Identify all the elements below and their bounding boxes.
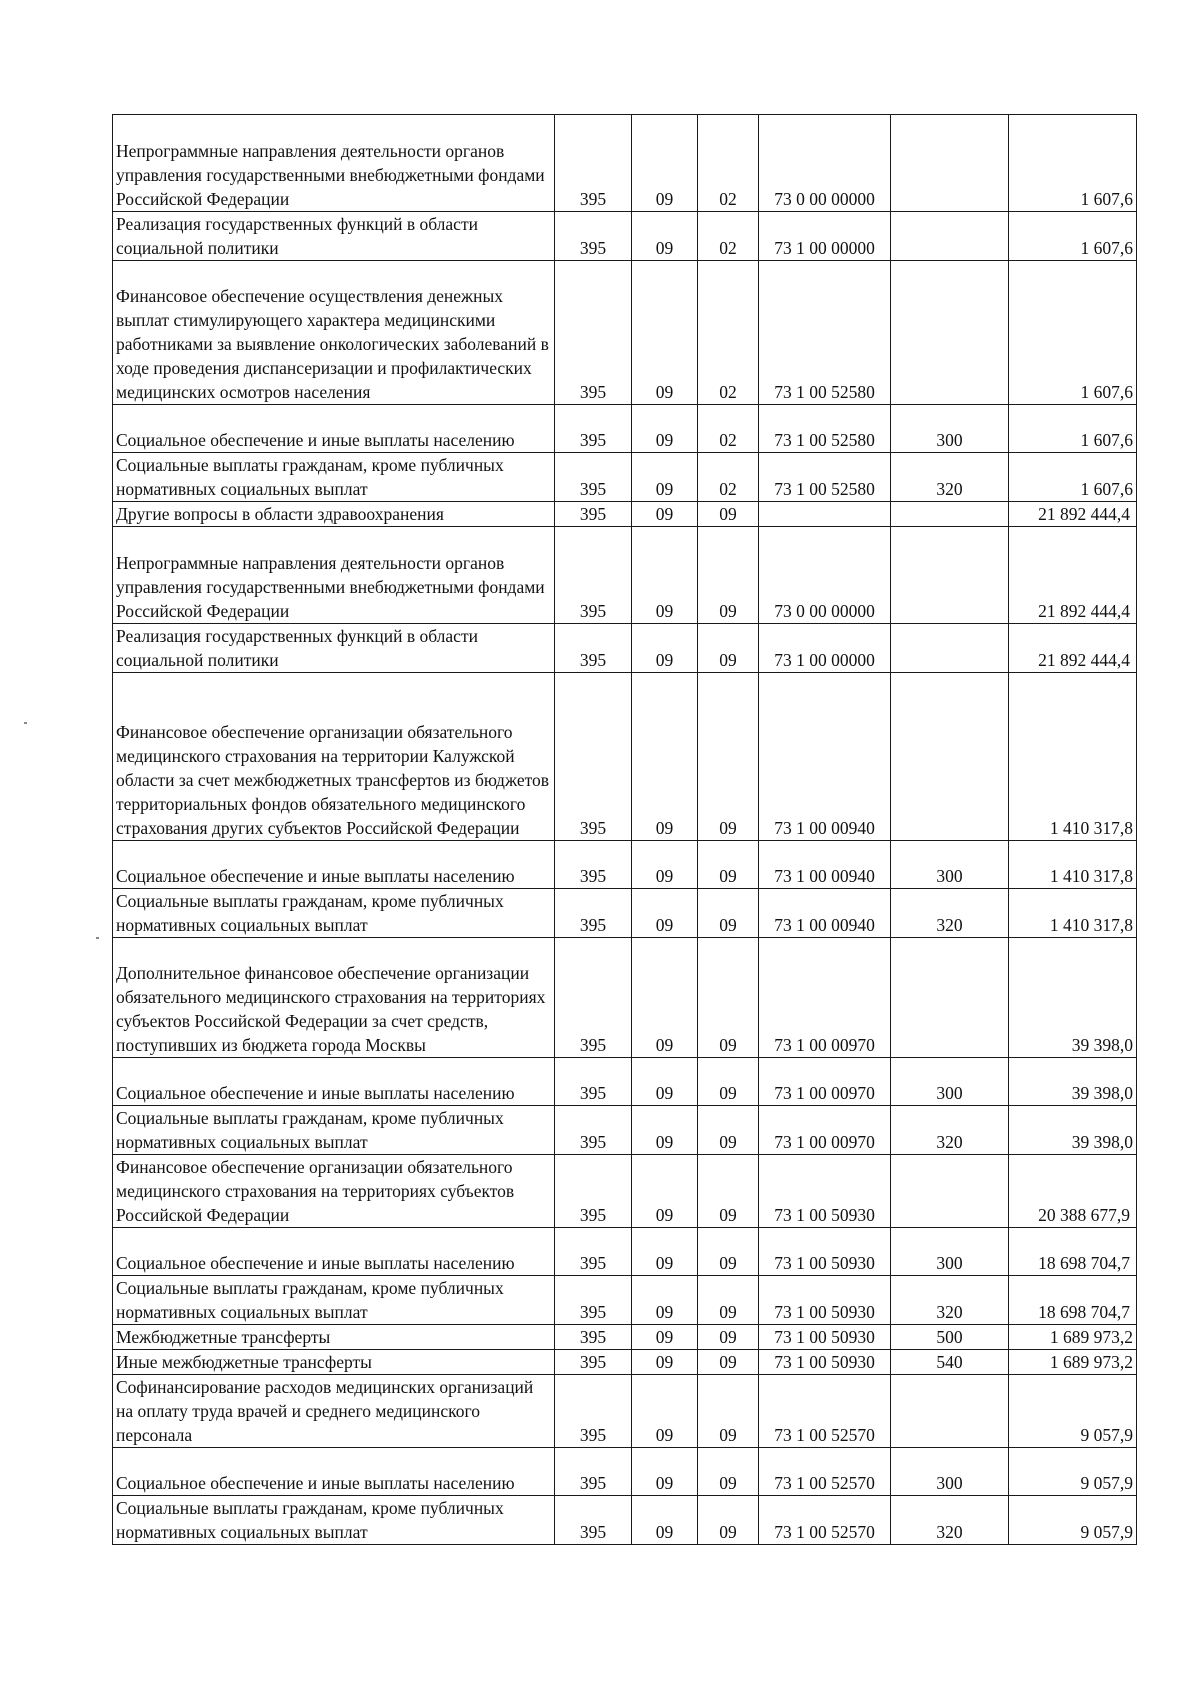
table-row: [113, 1106, 1137, 1155]
row-sum: 9 057,9: [1009, 1375, 1137, 1448]
row-name: Финансовое обеспечение организации обязательного медицинского страхования на территории Калужской области за счет межбюджетных трансфертов из бюджетов территориальных фондов обязательного медицинского страхования других субъектов Российской Федерации: [113, 673, 555, 841]
row-gr: 395: [555, 1155, 632, 1228]
row-vr: 500: [891, 1325, 1009, 1350]
row-gr: 395: [555, 261, 632, 405]
row-sum: 1 410 317,8: [1009, 673, 1137, 841]
table-row: [113, 673, 1137, 841]
row-gr: 395: [555, 1350, 632, 1375]
row-rz: 09: [632, 1325, 698, 1350]
row-name: Социальные выплаты гражданам, кроме публичных нормативных социальных выплат: [113, 1106, 555, 1155]
row-csr: 73 1 00 52570: [759, 1448, 891, 1496]
row-sum: 39 398,0: [1009, 1106, 1137, 1155]
row-pr: 09: [698, 1106, 759, 1155]
row-vr: 540: [891, 1350, 1009, 1375]
row-gr: 395: [555, 1276, 632, 1325]
row-rz: 09: [632, 673, 698, 841]
row-pr: 02: [698, 212, 759, 261]
table-row: [113, 453, 1137, 502]
row-name-text: Непрограммные направления деятельности органов управления государственными внебюджетными фондами Российской Федерации: [116, 141, 545, 209]
row-csr: 73 0 00 00000: [759, 527, 891, 624]
row-pr: 09: [698, 1228, 759, 1276]
row-name: Социальное обеспечение и иные выплаты населению: [113, 1228, 555, 1276]
row-pr: 09: [698, 624, 759, 673]
budget-table: [112, 114, 1137, 1545]
row-csr: 73 1 00 52580: [759, 261, 891, 405]
table-row: [113, 1228, 1137, 1276]
row-rz: 09: [632, 212, 698, 261]
row-pr: 09: [698, 841, 759, 889]
row-sum: 1 607,6: [1009, 261, 1137, 405]
row-pr: 09: [698, 1350, 759, 1375]
row-pr: 09: [698, 1155, 759, 1228]
row-csr: 73 1 00 00970: [759, 938, 891, 1058]
row-sum: 39 398,0: [1009, 938, 1137, 1058]
row-rz: 09: [632, 1448, 698, 1496]
row-name: Межбюджетные трансферты: [113, 1325, 555, 1350]
row-gr: 395: [555, 1375, 632, 1448]
row-gr: 395: [555, 1496, 632, 1545]
row-csr: 73 1 00 52570: [759, 1496, 891, 1545]
row-vr: [891, 938, 1009, 1058]
table-row: [113, 1496, 1137, 1545]
budget-sheet: [112, 114, 1137, 1545]
row-gr: 395: [555, 624, 632, 673]
row-name: Иные межбюджетные трансферты: [113, 1350, 555, 1375]
row-name: Социальные выплаты гражданам, кроме публичных нормативных социальных выплат: [113, 1276, 555, 1325]
row-gr: 395: [555, 453, 632, 502]
row-csr: 73 1 00 00970: [759, 1106, 891, 1155]
row-sum: 1 607,6: [1009, 453, 1137, 502]
row-name: Социальное обеспечение и иные выплаты населению: [113, 841, 555, 889]
row-vr: [891, 1375, 1009, 1448]
row-rz: 09: [632, 405, 698, 453]
table-row: [113, 1276, 1137, 1325]
row-pr: 09: [698, 1375, 759, 1448]
table-row: [113, 1350, 1137, 1375]
row-vr: 320: [891, 889, 1009, 938]
row-name: Социальные выплаты гражданам, кроме публичных нормативных социальных выплат: [113, 889, 555, 938]
row-name: Социальные выплаты гражданам, кроме публичных нормативных социальных выплат: [113, 453, 555, 502]
row-gr: 395: [555, 1228, 632, 1276]
row-sum: 39 398,0: [1009, 1058, 1137, 1106]
row-pr: 02: [698, 115, 759, 212]
scan-speck: [96, 937, 99, 939]
row-gr: 395: [555, 841, 632, 889]
row-sum: 1 410 317,8: [1009, 841, 1137, 889]
table-row: [113, 624, 1137, 673]
row-sum: 9 057,9: [1009, 1448, 1137, 1496]
row-gr: 395: [555, 938, 632, 1058]
row-csr: 73 0 00 00000: [759, 115, 891, 212]
row-vr: [891, 115, 1009, 212]
table-row: [113, 1375, 1137, 1448]
row-vr: 300: [891, 1448, 1009, 1496]
row-csr: 73 1 00 00000: [759, 212, 891, 261]
table-row: [113, 1155, 1137, 1228]
row-pr: 09: [698, 527, 759, 624]
row-pr: 02: [698, 261, 759, 405]
row-pr: 09: [698, 889, 759, 938]
row-sum: 1 689 973,2: [1009, 1350, 1137, 1375]
table-row: [113, 527, 1137, 624]
row-csr: 73 1 00 50930: [759, 1228, 891, 1276]
row-rz: 09: [632, 527, 698, 624]
row-csr: 73 1 00 50930: [759, 1155, 891, 1228]
row-rz: 09: [632, 115, 698, 212]
row-sum: 9 057,9: [1009, 1496, 1137, 1545]
row-rz: 09: [632, 502, 698, 527]
table-row: [113, 1448, 1137, 1496]
row-pr: 09: [698, 1448, 759, 1496]
row-rz: 09: [632, 841, 698, 889]
row-vr: 320: [891, 1276, 1009, 1325]
row-rz: 09: [632, 1375, 698, 1448]
row-gr: 395: [555, 527, 632, 624]
row-gr: 395: [555, 889, 632, 938]
row-gr: 395: [555, 502, 632, 527]
table-row: [113, 261, 1137, 405]
row-pr: 09: [698, 1276, 759, 1325]
row-sum: 21 892 444,4: [1009, 502, 1137, 527]
table-row: [113, 405, 1137, 453]
row-pr: 09: [698, 502, 759, 527]
row-vr: 320: [891, 453, 1009, 502]
row-rz: 09: [632, 453, 698, 502]
row-csr: 73 1 00 00940: [759, 841, 891, 889]
row-pr: 09: [698, 673, 759, 841]
row-gr: 395: [555, 1106, 632, 1155]
row-csr: 73 1 00 52570: [759, 1375, 891, 1448]
row-sum: 1 410 317,8: [1009, 889, 1137, 938]
row-rz: 09: [632, 1276, 698, 1325]
row-vr: 300: [891, 841, 1009, 889]
row-vr: [891, 624, 1009, 673]
row-name: Другие вопросы в области здравоохранения: [113, 502, 555, 527]
row-rz: 09: [632, 1228, 698, 1276]
row-name: Реализация государственных функций в области социальной политики: [113, 212, 555, 261]
row-csr: 73 1 00 00970: [759, 1058, 891, 1106]
row-rz: 09: [632, 889, 698, 938]
table-row: [113, 938, 1137, 1058]
row-csr: 73 1 00 00940: [759, 889, 891, 938]
table-row: [113, 841, 1137, 889]
row-rz: 09: [632, 1350, 698, 1375]
row-vr: 300: [891, 1058, 1009, 1106]
table-row: [113, 1325, 1137, 1350]
row-vr: [891, 261, 1009, 405]
row-name-text: Непрограммные направления деятельности органов управления государственными внебюджетными фондами Российской Федерации: [116, 553, 545, 621]
row-gr: 395: [555, 1448, 632, 1496]
row-name: Финансовое обеспечение организации обязательного медицинского страхования на территориях субъектов Российской Федерации: [113, 1155, 555, 1228]
row-name: Социальное обеспечение и иные выплаты населению: [113, 1058, 555, 1106]
row-sum: 1 689 973,2: [1009, 1325, 1137, 1350]
row-pr: 09: [698, 1325, 759, 1350]
row-vr: [891, 673, 1009, 841]
row-vr: [891, 502, 1009, 527]
row-name: Софинансирование расходов медицинских организаций на оплату труда врачей и среднего медицинского персонала: [113, 1375, 555, 1448]
row-csr: 73 1 00 00000: [759, 624, 891, 673]
row-name: Финансовое обеспечение осуществления денежных выплат стимулирующего характера медицинскими работниками за выявление онкологических заболеваний в ходе проведения диспансеризации и профилактических медицинских осмотров населения: [113, 261, 555, 405]
row-rz: 09: [632, 624, 698, 673]
row-pr: 09: [698, 938, 759, 1058]
row-name: Реализация государственных функций в области социальной политики: [113, 624, 555, 673]
row-csr: 73 1 00 50930: [759, 1350, 891, 1375]
row-vr: [891, 527, 1009, 624]
row-csr: 73 1 00 52580: [759, 453, 891, 502]
row-name: Социальные выплаты гражданам, кроме публичных нормативных социальных выплат: [113, 1496, 555, 1545]
row-rz: 09: [632, 1155, 698, 1228]
row-vr: [891, 1155, 1009, 1228]
table-row: [113, 889, 1137, 938]
table-row: [113, 212, 1137, 261]
row-vr: 300: [891, 1228, 1009, 1276]
row-csr: 73 1 00 00940: [759, 673, 891, 841]
row-vr: 320: [891, 1106, 1009, 1155]
row-vr: 320: [891, 1496, 1009, 1545]
row-sum: 1 607,6: [1009, 115, 1137, 212]
row-sum: 18 698 704,7: [1009, 1228, 1137, 1276]
row-rz: 09: [632, 1106, 698, 1155]
row-vr: 300: [891, 405, 1009, 453]
row-csr: 73 1 00 52580: [759, 405, 891, 453]
row-name: Социальное обеспечение и иные выплаты населению: [113, 1448, 555, 1496]
row-rz: 09: [632, 261, 698, 405]
row-gr: 395: [555, 405, 632, 453]
scan-speck: [24, 722, 27, 724]
row-sum: 1 607,6: [1009, 405, 1137, 453]
row-gr: 395: [555, 212, 632, 261]
row-name: [113, 527, 555, 624]
row-gr: 395: [555, 1058, 632, 1106]
row-sum: 21 892 444,4: [1009, 527, 1137, 624]
row-name: [113, 115, 555, 212]
row-name: Дополнительное финансовое обеспечение организации обязательного медицинского страхования на территориях субъектов Российской Федерации за счет средств, поступивших из бюджета города Москвы: [113, 938, 555, 1058]
table-row: [113, 502, 1137, 527]
row-csr: [759, 502, 891, 527]
table-row: [113, 1058, 1137, 1106]
row-rz: 09: [632, 938, 698, 1058]
row-pr: 02: [698, 453, 759, 502]
row-gr: 395: [555, 115, 632, 212]
row-vr: [891, 212, 1009, 261]
row-csr: 73 1 00 50930: [759, 1325, 891, 1350]
row-rz: 09: [632, 1058, 698, 1106]
row-pr: 09: [698, 1058, 759, 1106]
table-row: [113, 115, 1137, 212]
row-csr: 73 1 00 50930: [759, 1276, 891, 1325]
row-sum: 18 698 704,7: [1009, 1276, 1137, 1325]
row-name: Социальное обеспечение и иные выплаты населению: [113, 405, 555, 453]
row-rz: 09: [632, 1496, 698, 1545]
row-sum: 21 892 444,4: [1009, 624, 1137, 673]
row-pr: 09: [698, 1496, 759, 1545]
row-gr: 395: [555, 673, 632, 841]
row-sum: 20 388 677,9: [1009, 1155, 1137, 1228]
row-gr: 395: [555, 1325, 632, 1350]
row-pr: 02: [698, 405, 759, 453]
row-sum: 1 607,6: [1009, 212, 1137, 261]
